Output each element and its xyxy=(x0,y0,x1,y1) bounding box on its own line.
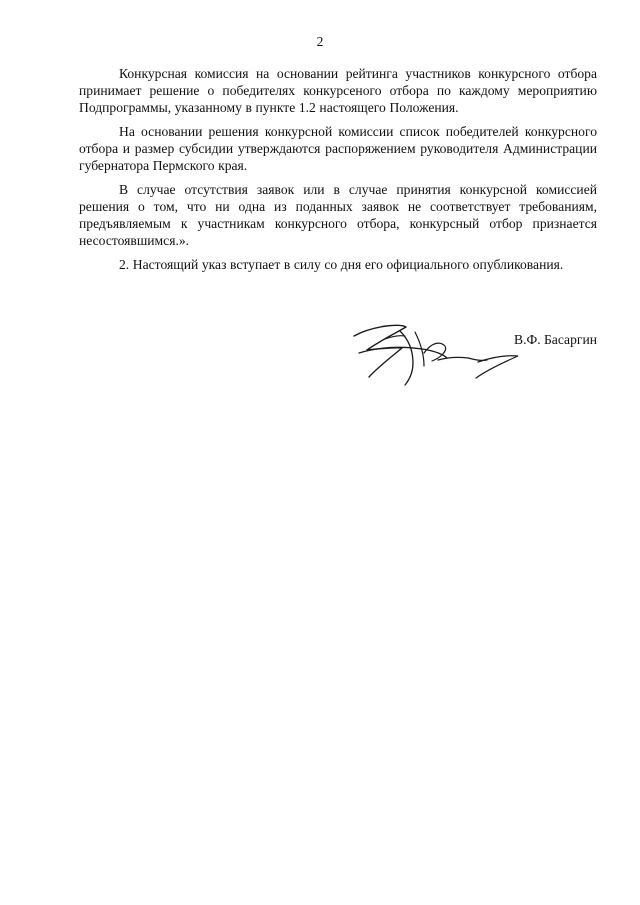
paragraph-commission-decision: Конкурсная комиссия на основании рейтинга участников конкурсного отбора принимает решение о победителях конкурсеного отбора по каждому мероприятию Подпрограммы, указанному в пункте 1.2 настоящего Положения. xyxy=(79,66,597,115)
paragraph-effective-date: 2. Настоящий указ вступает в силу со дня его официального опубликования. xyxy=(119,257,564,272)
paragraph-failed-selection: В случае отсутствия заявок или в случае принятия конкурсной комиссией решения о том, что ни одна из поданных заявок не соответствует требованиям, предъявляемым к участникам конкурсного отбора, конкурсный отбор признается несостоявшимся.». xyxy=(79,182,597,248)
document-body xyxy=(79,65,597,280)
signatory-name: В.Ф. Басаргин xyxy=(514,332,597,347)
handwritten-signature-icon xyxy=(336,318,536,390)
page-number: 2 xyxy=(316,34,324,49)
paragraph-winners-list: На основании решения конкурсной комиссии список победителей конкурсного отбора и размер субсидии утверждаются распоряжением руководителя Администрации губернатора Пермского края. xyxy=(79,124,597,173)
